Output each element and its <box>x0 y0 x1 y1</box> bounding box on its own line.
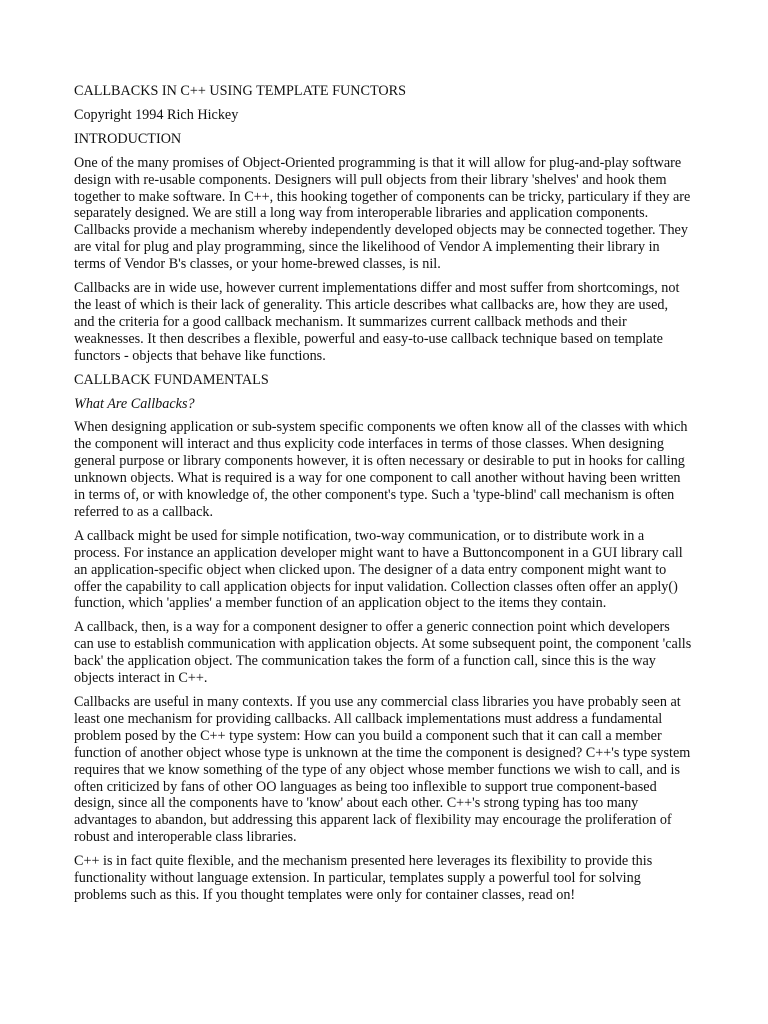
paragraph-fundamentals-2: A callback might be used for simple notification, two-way communication, or to distribute work in a process. For instance an application developer might want to have a Buttoncomponent in a GUI library call an application-specific object when clicked upon. The designer of a data entry component might want to offer the capability to call application objects for input validation. Collection classes often offer an apply() function, which 'applies' a member function of an application object to the items they contain. <box>74 527 683 612</box>
subsection-heading-what-are-callbacks: What Are Callbacks? <box>74 395 195 412</box>
copyright-line: Copyright 1994 Rich Hickey <box>74 106 239 123</box>
section-heading-fundamentals: CALLBACK FUNDAMENTALS <box>74 371 269 388</box>
paragraph-fundamentals-4: Callbacks are useful in many contexts. If you use any commercial class libraries you have probably seen at least one mechanism for providing callbacks. All callback implementations must address a fundamental problem posed by the C++ type system: How can you build a component such that it can call a member function of another object whose type is unknown at the time the component is designed? C++'s type system requires that we know something of the type of any object whose member functions we wish to call, and is often criticized by fans of other OO languages as being too inflexible to support true component-based design, since all the components have to 'know' about each other. C++'s strong typing has too many advantages to abandon, but addressing this apparent lack of flexibility may encourage the proliferation of robust and interoperable class libraries. <box>74 694 691 846</box>
document-title: CALLBACKS IN C++ USING TEMPLATE FUNCTORS <box>74 83 406 99</box>
paragraph-intro-1: One of the many promises of Object-Oriented programming is that it will allow for plug-and-play software design with re-usable components. Designers will pull objects from their library 'shelves' and hook them together to make software. In C++, this hooking together of components can be tricky, particulary if they are separately designed. We are still a long way from interoperable libraries and application components. Callbacks provide a mechanism whereby independently developed objects may be connected together. They are vital for plug and play programming, since the likelihood of Vendor A implementing their library in terms of Vendor B's classes, or your home-brewed classes, is nil. <box>74 154 691 273</box>
paragraph-fundamentals-1: When designing application or sub-system specific components we often know all of the classes with which the component will interact and thus explicity code interfaces in terms of those classes. When designing general purpose or library components however, it is often necessary or desirable to put in hooks for calling unknown objects. What is required is a way for one component to call another without having been written in terms of, or with knowledge of, the other component's type. Such a 'type-blind' call mechanism is often referred to as a callback. <box>74 419 688 520</box>
paragraph-fundamentals-3: A callback, then, is a way for a component designer to offer a generic connection point which developers can use to establish communication with application objects. At some subsequent point, the component 'calls back' the application object. The communication takes the form of a function call, since this is the way objects interact in C++. <box>74 619 692 687</box>
paragraph-fundamentals-5: C++ is in fact quite flexible, and the mechanism presented here leverages its flexibility to provide this functionality without language extension. In particular, templates supply a powerful tool for solving problems such as this. If you thought templates were only for container classes, read on! <box>74 853 653 903</box>
document-page <box>74 83 692 911</box>
paragraph-intro-2: Callbacks are in wide use, however current implementations differ and most suffer from shortcomings, not the least of which is their lack of generality. This article describes what callbacks are, how they are used, and the criteria for a good callback mechanism. It summarizes current callback methods and their weaknesses. It then describes a flexible, powerful and easy-to-use callback technique based on template functors - objects that behave like functions. <box>74 280 680 364</box>
section-heading-introduction: INTRODUCTION <box>74 130 182 147</box>
